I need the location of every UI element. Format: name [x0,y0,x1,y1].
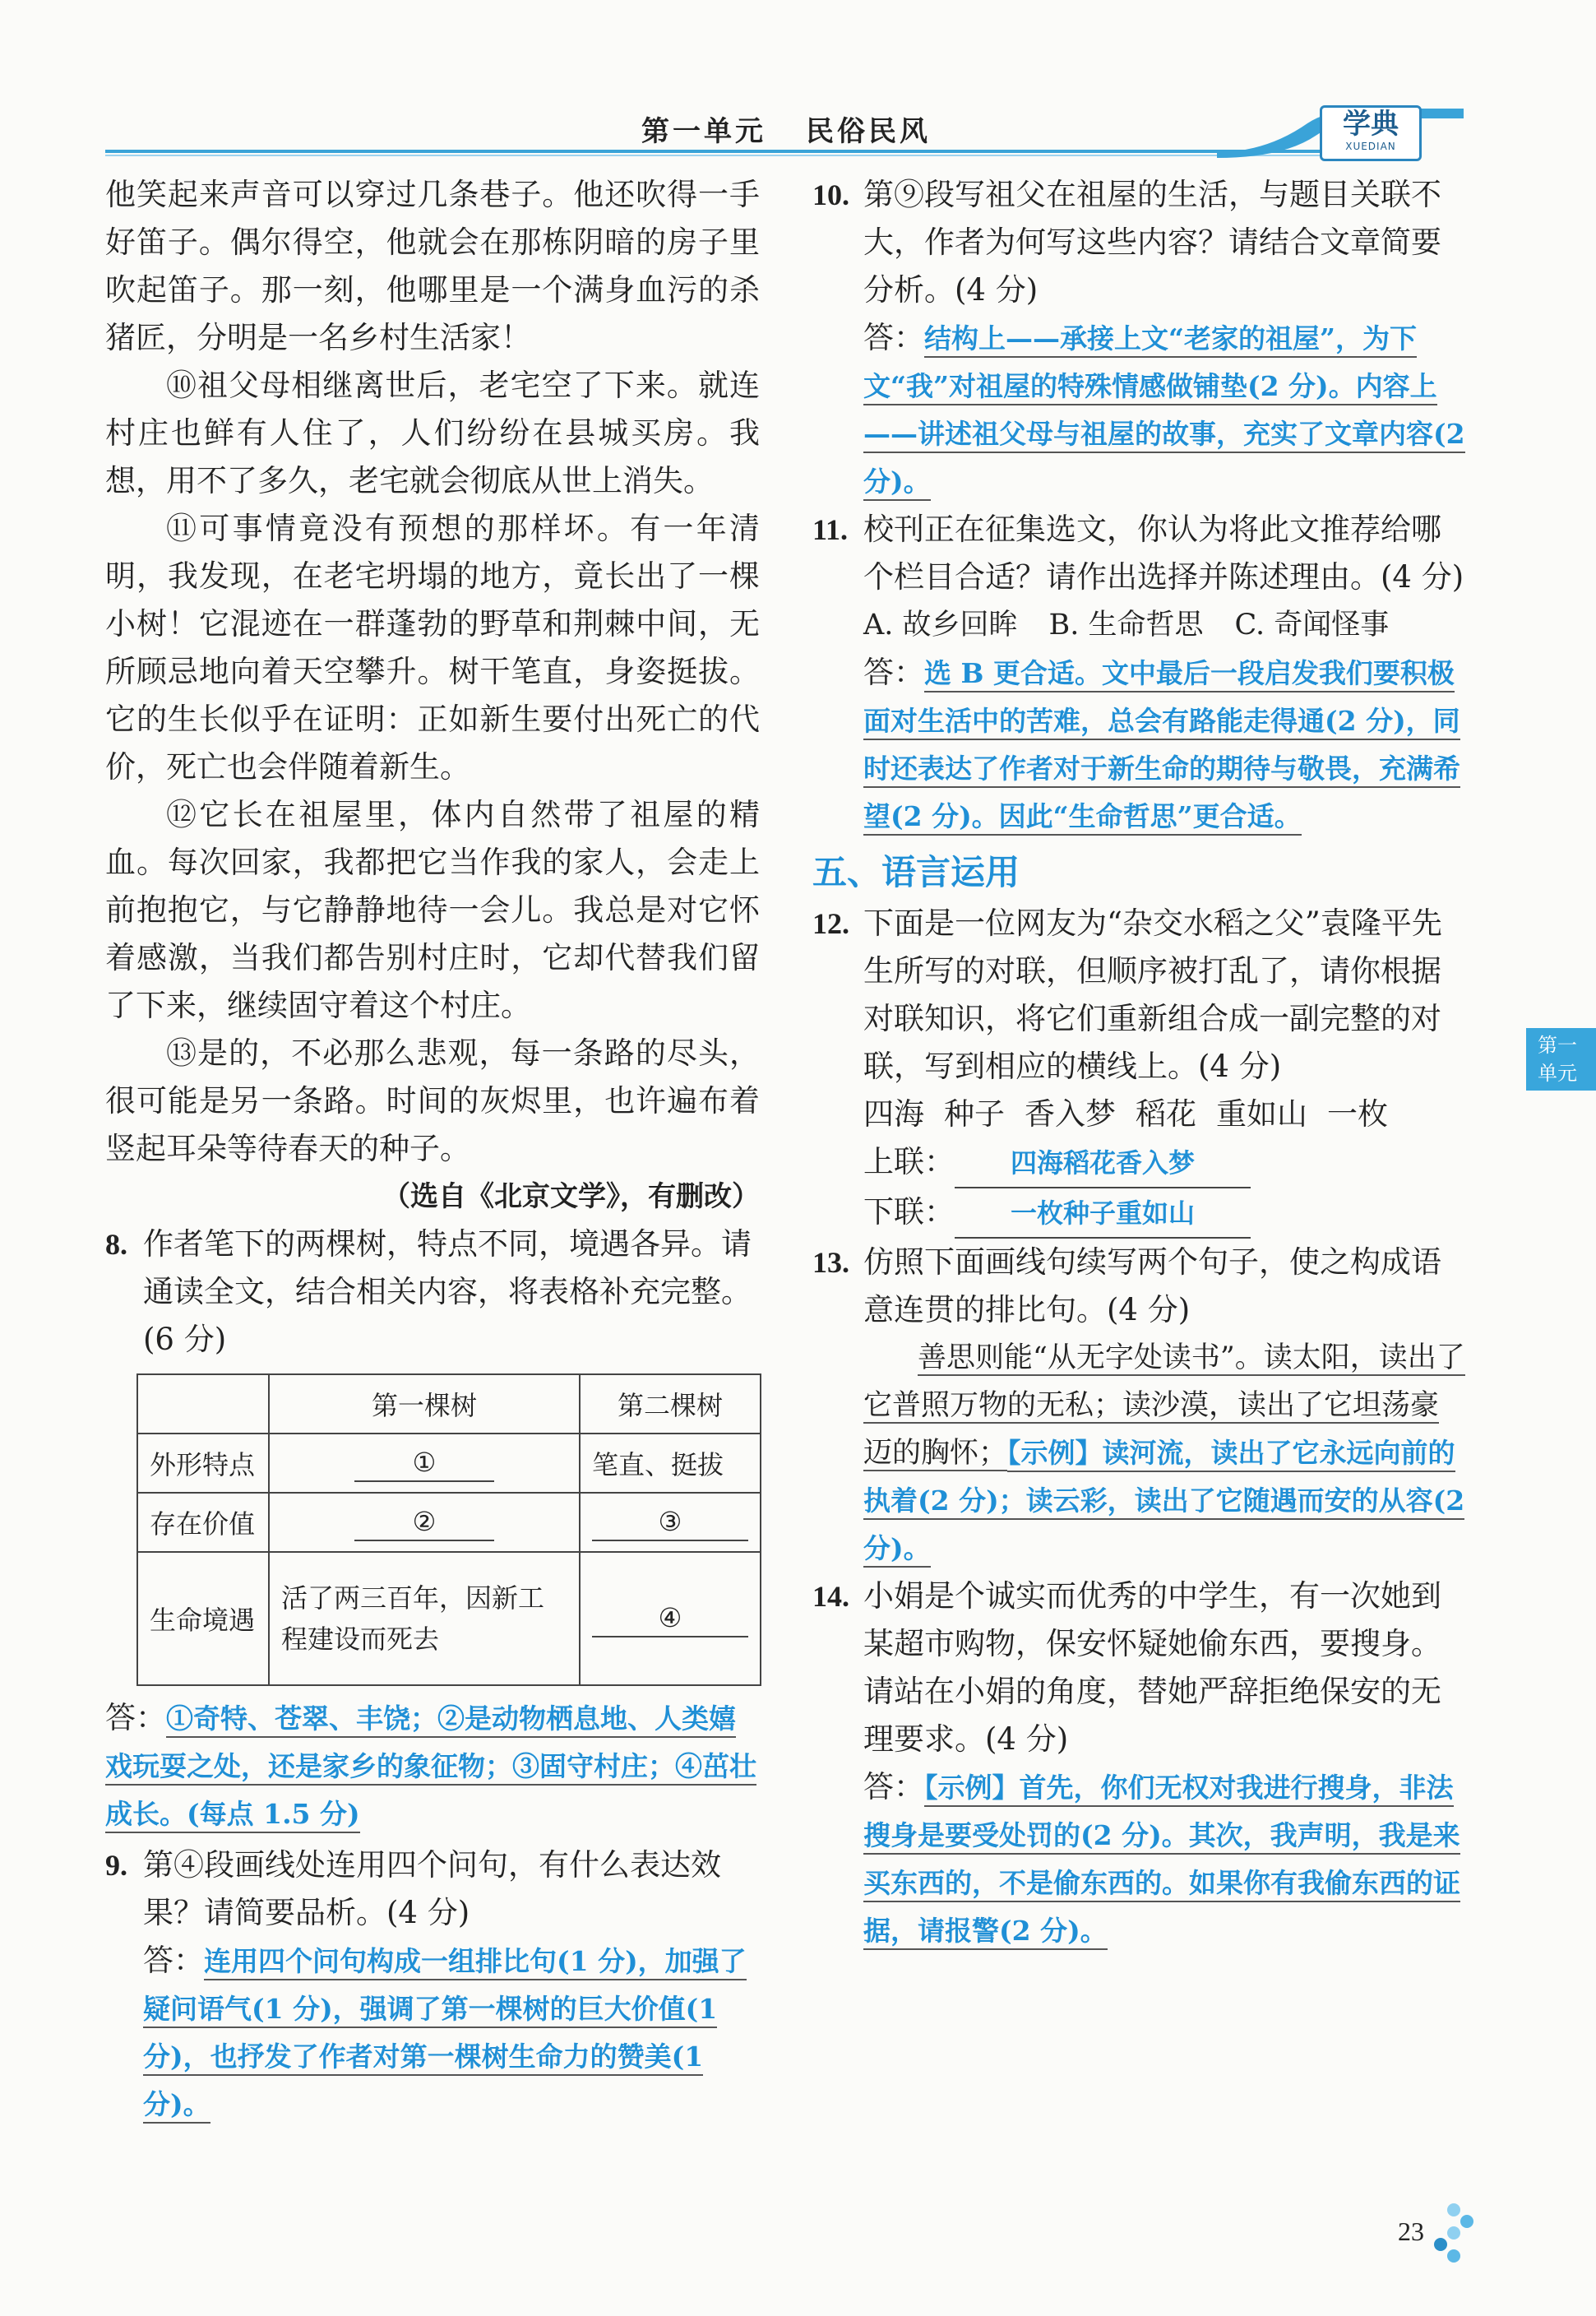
upper-label: 上联： [863,1144,955,1179]
answer-10 [863,314,1467,506]
option-a: A. 故乡回眸 [863,609,1018,642]
answer-label: 答： [105,1700,166,1735]
row-label-shape: 外形特点 [137,1434,269,1493]
question-13 [812,1239,1467,1573]
header-rule [105,150,1339,153]
answer-text: 结构上——承接上文“老家的祖屋”，为下文“我”对祖屋的特殊情感做铺垫(2 分)。内容上——讲述祖父母与祖屋的故事，充实了文章内容(2 分)。 [863,322,1465,501]
question-number: 13. [812,1246,849,1279]
option-c: C. 奇闻怪事 [1234,609,1390,642]
question-14 [812,1573,1467,1955]
lower-label: 下联： [863,1194,955,1230]
right-column [812,171,1467,1955]
header-title [641,109,970,149]
table-header-second-tree: 第二棵树 [580,1374,761,1434]
question-10 [812,171,1467,506]
blank-3: ③ [592,1503,748,1541]
passage-paragraph-11: ⑪可事情竟没有预想的那样坏。有一年清明，我发现，在老宅坍塌的地方，竟长出了一棵小树！它混迹在一群蓬勃的野草和荆棘中间，无所顾忌地向着天空攀升。树干笔直，身姿挺拔。它的生长似乎在证明：正如新生要付出死亡的代价，死亡也会伴随着新生。 [105,511,760,785]
answer-text: 【示例】读河流，读出了它永远向前的执着(2 分)；读云彩，读出了它随遇而安的从容(2 分)。 [863,1437,1464,1568]
question-text: 下面是一位网友为“杂交水稻之父”袁隆平先生所写的对联，但顺序被打乱了，请你根据对联知识，将它们重新组合成一副完整的对联，写到相应的横线上。(4 分) [863,906,1442,1084]
question-text: 第⑨段写祖父在祖屋的生活，与题目关联不大，作者为何写这些内容？请结合文章简要分析。(4 分) [863,177,1441,308]
section-heading: 五、语言运用 [812,852,1020,892]
answer-text: 连用四个问句构成一组排比句(1 分)，加强了疑问语气(1 分)，强调了第一棵树的巨大价值(1 分)，也抒发了作者对第一棵树生命力的赞美(1 分)。 [143,1945,747,2124]
passage-paragraph-12: ⑫它长在祖屋里，体内自然带了祖屋的精血。每次回家，我都把它当作我的家人，会走上前抱抱它，与它静静地待一会儿。我总是对它怀着感激，当我们都告别村庄时，它却代替我们留了下来，继续固守着这个村庄。 [105,797,760,1023]
upper-answer: 四海稻花香入梦 [955,1139,1251,1188]
answer-13 [863,1334,1467,1573]
model-sentence: 善思则能“从无字处读书”。读太阳，读出了它普照万物的无私；读沙漠，读出了它坦荡豪迈的胸怀； [863,1341,1465,1470]
page-number: 23 [1398,2216,1424,2246]
row-label-value: 存在价值 [137,1493,269,1552]
answer-11 [863,649,1467,841]
theme-label: 民俗民风 [806,115,931,148]
answer-label: 答： [863,1769,924,1804]
passage-paragraph: 他笑起来声音可以穿过几条巷子。他还吹得一手好笛子。偶尔得空，他就会在那栋阴暗的房子里吹起笛子。那一刻，他哪里是一个满身血污的杀猪匠，分明是一名乡村生活家！ [105,177,760,355]
question-text: 仿照下面画线句续写两个句子，使之构成语意连贯的排比句。(4 分) [863,1244,1441,1327]
upper-couplet [863,1138,1467,1188]
blank-1: ① [354,1444,494,1482]
word-bank [863,1091,1467,1138]
row-label-fate: 生命境遇 [137,1552,269,1685]
answer-text: 选 B 更合适。文中最后一段启发我们要积极面对生活中的苦难，总会有路能走得通(2 分)，同时还表达了作者对于新生命的期待与敬畏，充满希望(2 分)。因此“生命哲思”更合适。 [863,657,1460,836]
question-text: 小娟是个诚实而优秀的中学生，有一次她到某超市购物，保安怀疑她偷东西，要搜身。请站在小娟的角度，替她严辞拒绝保安的无理要求。(4 分) [863,1578,1441,1757]
word: 一枚 [1327,1096,1388,1132]
option-list [863,601,1467,649]
page-dots-decoration [1421,2200,1478,2266]
table-corner [137,1374,269,1434]
xuedian-logo [1320,105,1422,161]
question-text: 校刊正在征集选文，你认为将此文推荐给哪个栏目合适？请作出选择并陈述理由。(4 分) [863,512,1464,595]
logo-subtext: XUEDIAN [1345,141,1396,152]
answer-text: ①奇特、苍翠、丰饶；②是动物栖息地、人类嬉戏玩耍之处，还是家乡的象征物；③固守村庄；④茁壮成长。(每点 1.5 分) [105,1702,756,1833]
word: 重如山 [1216,1096,1307,1132]
word: 种子 [944,1096,1005,1132]
passage-paragraph-13: ⑬是的，不必那么悲观，每一条路的尽头，很可能是另一条路。时间的灰烬里，也许遍布着竖起耳朵等待春天的种子。 [105,1035,760,1166]
question-12 [812,900,1467,1239]
question-text: 第④段画线处连用四个问句，有什么表达效果？请简要品析。(4 分) [143,1847,721,1930]
question-11 [812,506,1467,841]
answer-label: 答： [863,655,924,690]
word: 香入梦 [1025,1096,1116,1132]
header-rule-thin [105,155,1339,156]
question-9 [105,1841,760,2128]
question-number: 11. [812,513,849,546]
cell-first-fate: 活了两三百年，因新工程建设而死去 [269,1552,580,1685]
answer-8 [105,1694,760,1838]
answer-14 [863,1763,1467,1955]
question-number: 9. [105,1849,127,1882]
answer-label: 答： [143,1943,204,1978]
unit-label: 第一单元 [641,115,766,148]
question-number: 12. [812,907,849,940]
lower-answer: 一枚种子重如山 [955,1189,1251,1239]
unit-side-tab: 第一单元 [1526,1028,1596,1091]
answer-text: 【示例】首先，你们无权对我进行搜身，非法搜身是要受处罚的(2 分)。其次，我声明，我是来买东西的，不是偷东西的。如果你有我偷东西的证据，请报警(2 分)。 [863,1772,1460,1950]
blank-2: ② [354,1503,494,1541]
left-column [105,171,760,2128]
logo-text: 学典 [1343,108,1399,141]
blank-4: ④ [592,1600,748,1637]
cell-second-shape: 笔直、挺拔 [580,1434,761,1493]
question-text: 作者笔下的两棵树，特点不同，境遇各异。请通读全文，结合相关内容，将表格补充完整。(6 分) [143,1226,752,1357]
tree-comparison-table [136,1373,761,1686]
passage-paragraph-10: ⑩祖父母相继离世后，老宅空了下来。就连村庄也鲜有人住了，人们纷纷在县城买房。我想，用不了多久，老宅就会彻底从世上消失。 [105,368,760,498]
table-header-first-tree: 第一棵树 [269,1374,580,1434]
question-number: 8. [105,1228,127,1261]
lower-couplet [863,1188,1467,1239]
page-header [0,0,1596,164]
answer-label: 答： [863,320,924,355]
word: 稻花 [1136,1096,1196,1132]
question-number: 14. [812,1580,849,1613]
question-number: 10. [812,178,849,211]
option-b: B. 生命哲思 [1048,609,1204,642]
question-8 [105,1221,760,1364]
passage-source: （选自《北京文学》，有删改） [382,1180,760,1213]
answer-9 [143,1937,760,2128]
word: 四海 [863,1096,924,1132]
